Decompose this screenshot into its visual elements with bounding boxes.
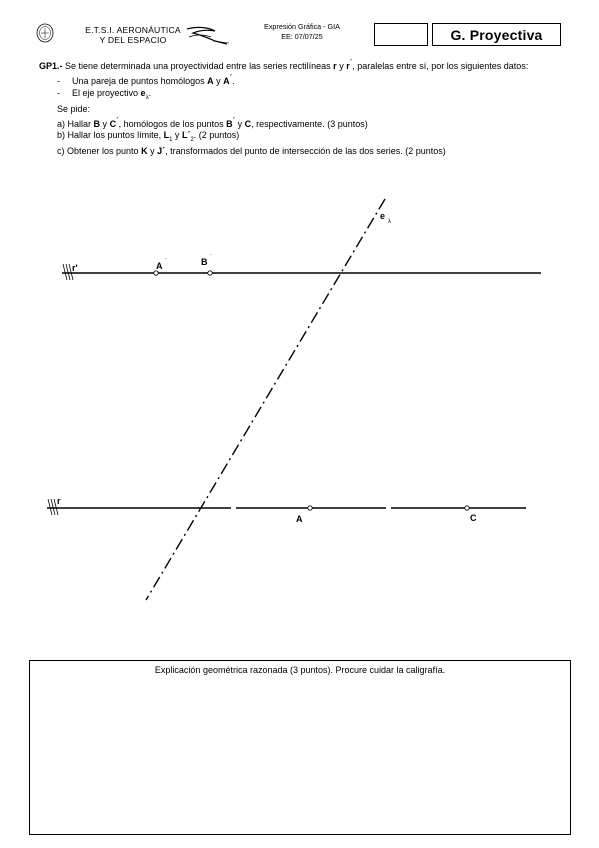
exam-date: EE: 07/07/25: [281, 32, 323, 41]
label-b-prime-mark: ´: [210, 255, 212, 261]
point-b-prime: [208, 271, 212, 275]
label-axis: e: [380, 211, 386, 221]
label-r-prime: r': [72, 263, 78, 273]
intro-post: , paralelas entre sí, por los siguientes datos:: [352, 61, 529, 71]
data-item-axis: - El eje proyectivo $e_\lambda$.: [57, 87, 152, 101]
school-line1: E.T.S.I. AERONÁUTICA: [85, 25, 181, 35]
data-item-pair: - Una pareja de puntos homólogos A y A´.: [57, 73, 235, 87]
part-c: c) Obtener los punto K y J´, transformados del punto de intersección de las dos series. (2 puntos): [57, 146, 446, 157]
label-c: C: [470, 513, 477, 523]
point-a: [308, 506, 312, 510]
projective-axis: [146, 199, 385, 600]
label-a-prime-mark: ´: [165, 259, 167, 265]
part-a: a) Hallar B y C´, homólogos de los puntos B´ y C, respectivamente. (3 puntos): [57, 115, 368, 129]
label-a: A: [296, 514, 303, 524]
label-axis-subscript: λ: [388, 219, 391, 225]
point-a-prime: [154, 271, 158, 275]
label-a-prime: A: [156, 261, 163, 271]
problem-id: GP1.-: [39, 61, 63, 71]
intro-text: Se tiene determinada una proyectividad entre las series rectilíneas: [62, 61, 334, 71]
label-b-prime: B: [201, 257, 208, 267]
point-c: [465, 506, 469, 510]
label-r: r: [57, 496, 61, 506]
se-pide: Se pide:: [57, 103, 91, 114]
answer-box[interactable]: [29, 660, 571, 835]
series-r: r: [333, 61, 337, 71]
subject-title: G. Proyectiva: [432, 23, 561, 46]
series-r-prime: r´: [346, 58, 353, 71]
school-line2: Y DEL ESPACIO: [99, 35, 167, 45]
part-b: b) Hallar los puntos límite, $L_1$ y $L´_2$. (2 puntos): [57, 130, 240, 144]
intro-and: y: [336, 61, 347, 71]
exam-course: Expresión Gráfica - GIA: [264, 22, 340, 31]
answer-box-label: Explicación geométrica razonada (3 puntos). Procure cuidar la caligrafía.: [154, 665, 446, 675]
